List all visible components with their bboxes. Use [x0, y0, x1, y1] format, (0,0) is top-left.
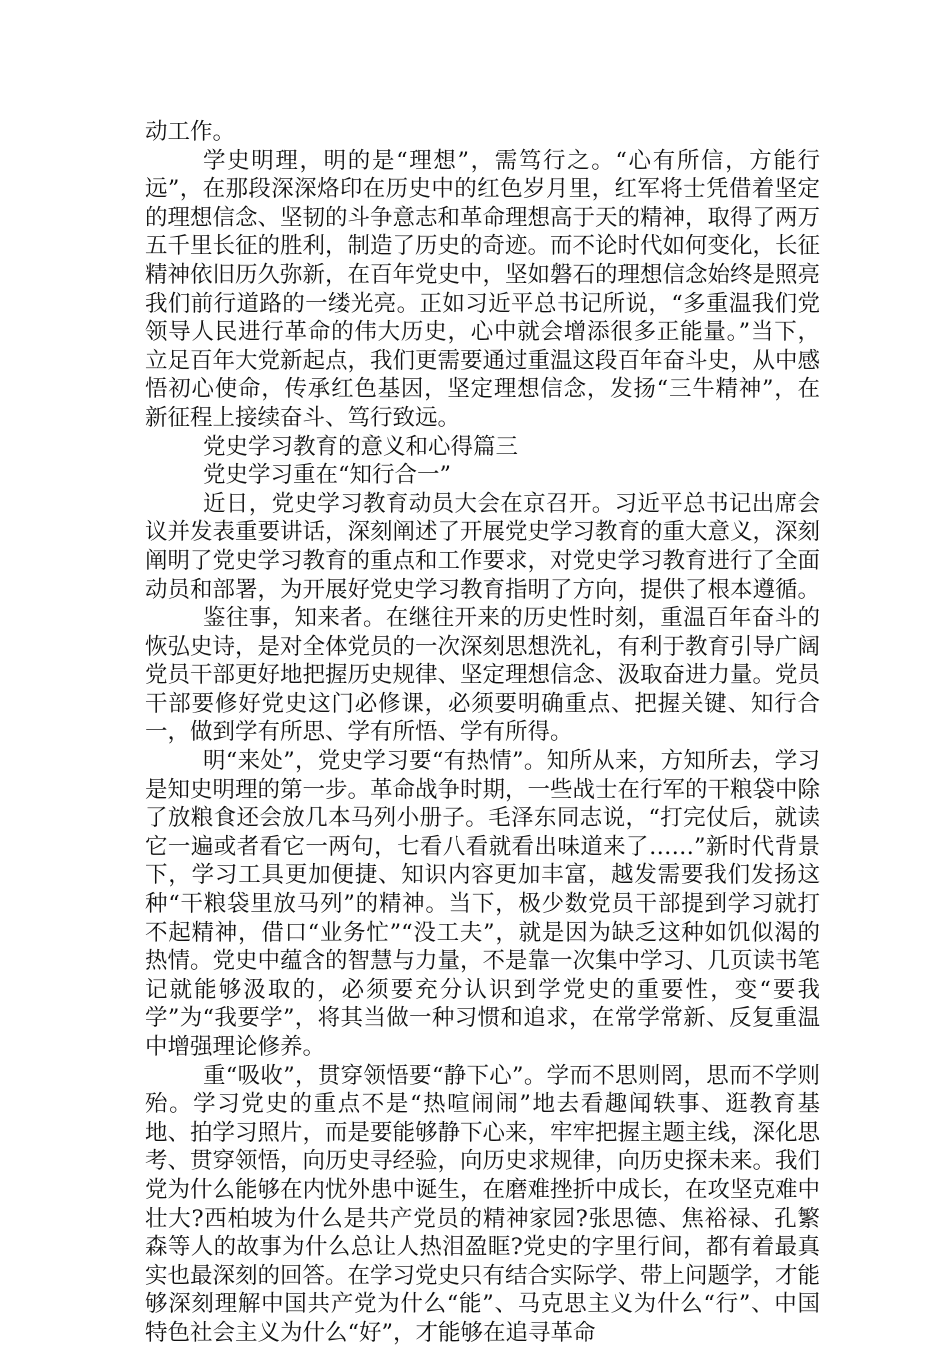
article-title: 党史学习重在“知行合一” [203, 462, 452, 489]
paragraph-enthusiasm: 明“来处”，党史学习要“有热情”。知所从来，方知所去，学习是知史明理的第一步。革命战争时期，一些战士在行军的干粮袋中除了放粮食还会放几本马列小册子。毛泽东同志说，“打完仗后，就读它一遍或者看它一两句，七看八看就看出味道来了……”新时代背景下，学习工具更加便捷、知识内容更加丰富，越发需要我们发扬这种“干粮袋里放马列”的精神。当下，极少数党员干部提到学习就打不起精神，借口“业务忙”“没工夫”，就是因为缺乏这种如饥似渴的热情。党史中蕴含的智慧与力量，不是靠一次集中学习、几页读书笔记就能够汲取的，必须要充分认识到学党史的重要性，变“要我学”为“我要学”，将其当做一种习惯和追求，在常学常新、反复重温中增强理论修养。 [145, 748, 821, 1060]
paragraph-absorb: 重“吸收”，贯穿领悟要“静下心”。学而不思则罔，思而不学则殆。学习党史的重点不是“热喧闹闹”地去看趣闻轶事、逛教育基地、拍学习照片，而是要能够静下心来，牢牢把握主题主线，深化思考、贯穿领悟，向历史寻经验，向历史求规律，向历史探未来。我们党为什么能够在内忧外患中诞生，在磨难挫折中成长，在攻坚克难中壮大?西柏坡为什么是共产党员的精神家园?张思德、焦裕禄、孔繁森等人的故事为什么总让人热泪盈眶?党史的字里行间，都有着最真实也最深刻的回答。在学习党史只有结合实际学、带上问题学，才能够深刻理解中国共产党为什么“能”、马克思主义为什么“行”、中国特色社会主义为什么“好”，才能够在追寻革命 [145, 1062, 821, 1346]
paragraph-continuation: 动工作。 [145, 119, 236, 145]
paragraph-ideals: 学史明理，明的是“理想”，需笃行之。“心有所信，方能行远”，在那段深深烙印在历史中的红色岁月里，红军将士凭借着坚定的理想信念、坚韧的斗争意志和革命理想高于天的精神，取得了两万五千里长征的胜利，制造了历史的奇迹。而不论时代如何变化，长征精神依旧历久弥新，在百年党史中，坚如磐石的理想信念始终是照亮我们前行道路的一缕光亮。正如习近平总书记所说，“多重温我们党领导人民进行革命的伟大历史，心中就会增添很多正能量。”当下，立足百年大党新起点，我们更需要通过重温这段百年奋斗史，从中感悟初心使命，传承红色基因，坚定理想信念，发扬“三牛精神”，在新征程上接续奋斗、笃行致远。 [145, 147, 821, 431]
section-heading: 党史学习教育的意义和心得篇三 [203, 433, 519, 460]
paragraph-history: 鉴往事，知来者。在继往开来的历史性时刻，重温百年奋斗的恢弘史诗，是对全体党员的一次深刻思想洗礼，有利于教育引导广阔党员干部更好地把握历史规律、坚定理想信念、汲取奋进力量。党员干部要修好党史这门必修课，必须要明确重点、把握关键、知行合一，做到学有所思、学有所悟、学有所得。 [145, 605, 821, 746]
document-page [145, 118, 820, 1348]
paragraph-meeting: 近日，党史学习教育动员大会在京召开。习近平总书记出席会议并发表重要讲话，深刻阐述了开展党史学习教育的重大意义，深刻阐明了党史学习教育的重点和工作要求，对党史学习教育进行了全面动员和部署，为开展好党史学习教育指明了方向，提供了根本遵循。 [145, 490, 821, 603]
